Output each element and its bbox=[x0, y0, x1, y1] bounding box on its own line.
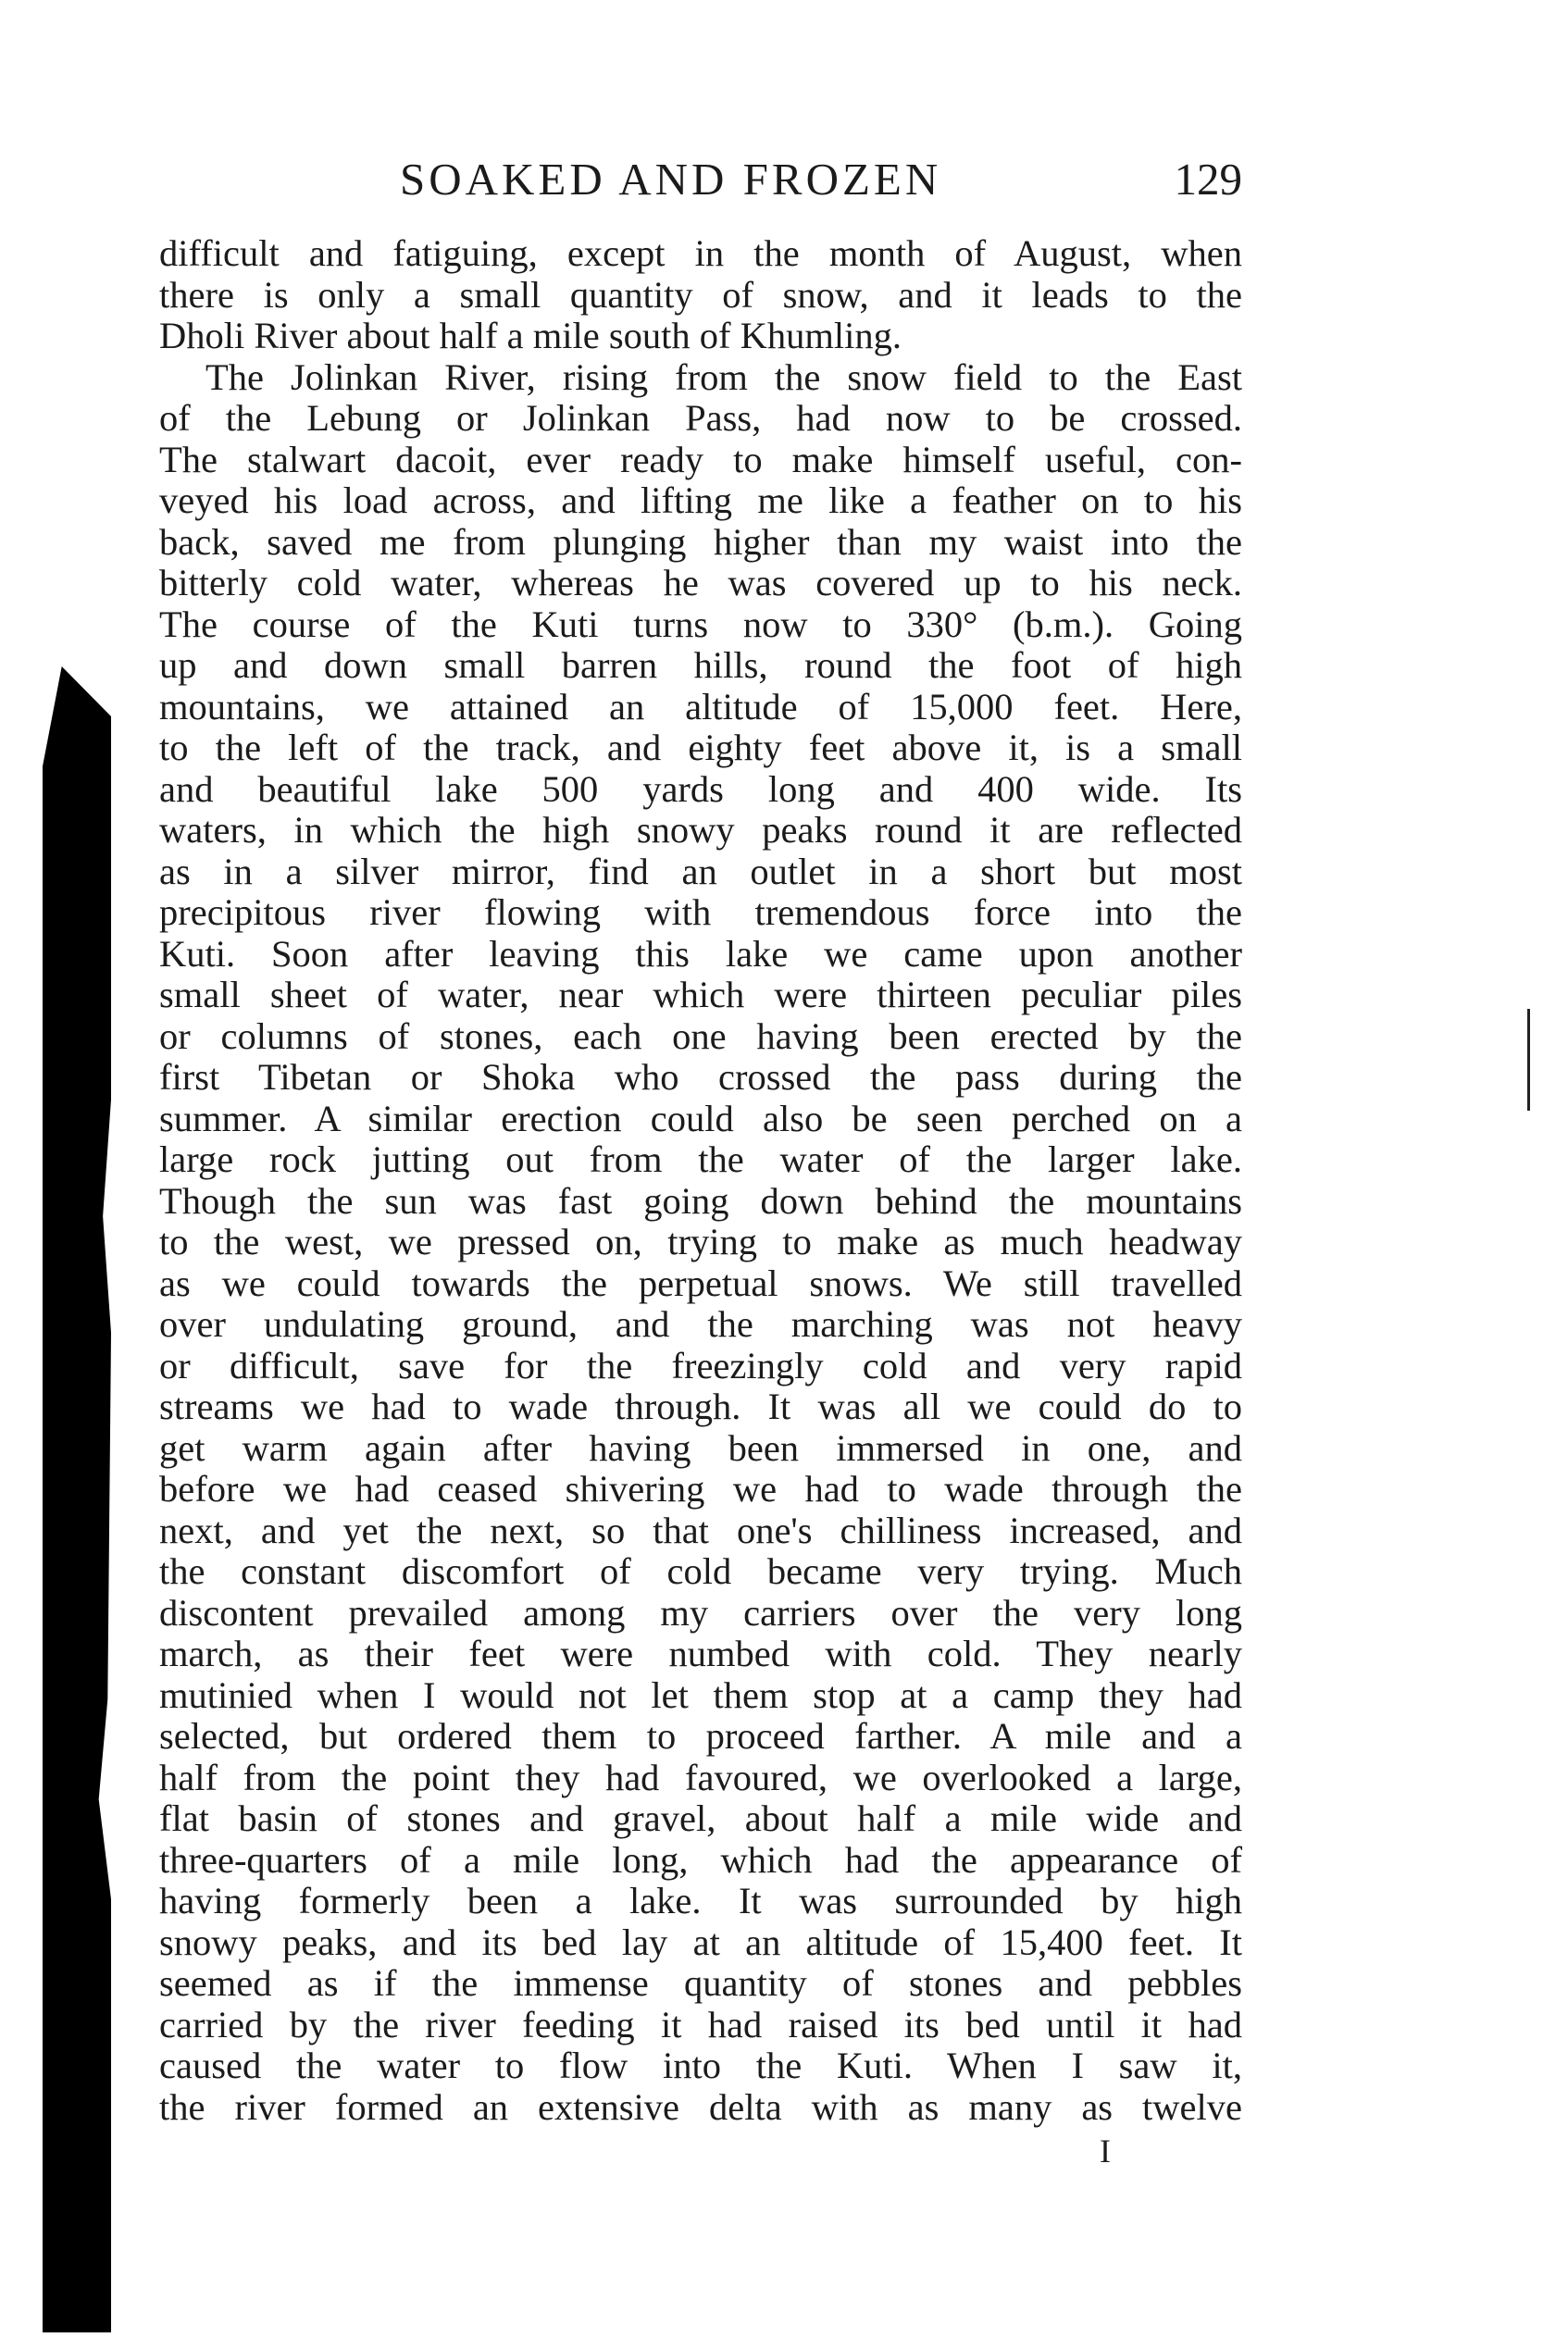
text-line: Kuti. Soon after leaving this lake we came upon another bbox=[159, 933, 1242, 975]
text-line: half from the point they had favoured, we overlooked a large, bbox=[159, 1757, 1242, 1798]
text-line: discontent prevailed among my carriers over the very long bbox=[159, 1592, 1242, 1634]
text-line: Dholi River about half a mile south of Khumling. bbox=[159, 316, 902, 356]
page-number: 129 bbox=[1174, 154, 1242, 205]
text-line: first Tibetan or Shoka who crossed the pass during the bbox=[159, 1057, 1242, 1098]
page-binding-shadow bbox=[43, 666, 111, 2332]
text-line: seemed as if the immense quantity of stones and pebbles bbox=[159, 1963, 1242, 2004]
text-line: of the Lebung or Jolinkan Pass, had now to be crossed. bbox=[159, 398, 1242, 439]
text-line: selected, but ordered them to proceed farther. A mile and a bbox=[159, 1716, 1242, 1757]
text-line: over undulating ground, and the marching was not heavy bbox=[159, 1304, 1242, 1345]
text-line: the constant discomfort of cold became very trying. Much bbox=[159, 1551, 1242, 1592]
text-line: to the left of the track, and eighty feet above it, is a small bbox=[159, 727, 1242, 768]
text-line: the river formed an extensive delta with as many as twelve bbox=[159, 2086, 1242, 2128]
text-line: difficult and fatiguing, except in the month of August, when bbox=[159, 233, 1242, 274]
text-line: waters, in which the high snowy peaks round it are reflected bbox=[159, 810, 1242, 851]
text-line: precipitous river flowing with tremendous force into the bbox=[159, 892, 1242, 933]
text-line: summer. A similar erection could also be seen perched on a bbox=[159, 1098, 1242, 1139]
text-line: Though the sun was fast going down behind the mountains bbox=[159, 1180, 1242, 1222]
text-line: before we had ceased shivering we had to wade through the bbox=[159, 1469, 1242, 1510]
text-line: three-quarters of a mile long, which had the appearance of bbox=[159, 1839, 1242, 1881]
text-line: and beautiful lake 500 yards long and 400 wide. Its bbox=[159, 768, 1242, 810]
signature-mark: I bbox=[1100, 2132, 1111, 2170]
text-line: mountains, we attained an altitude of 15,000 feet. Here, bbox=[159, 686, 1242, 727]
text-line: as in a silver mirror, find an outlet in a short but most bbox=[159, 851, 1242, 892]
text-line: as we could towards the perpetual snows. We still travelled bbox=[159, 1262, 1242, 1304]
page-edge-mark bbox=[1527, 1009, 1530, 1111]
text-line: mutinied when I would not let them stop at a camp they had bbox=[159, 1674, 1242, 1716]
text-line: back, saved me from plunging higher than my waist into the bbox=[159, 521, 1242, 563]
text-line: flat basin of stones and gravel, about half a mile wide and bbox=[159, 1798, 1242, 1839]
text-line: snowy peaks, and its bed lay at an altitude of 15,400 feet. It bbox=[159, 1921, 1242, 1963]
text-line: The Jolinkan River, rising from the snow field to the East bbox=[205, 356, 1242, 398]
text-line: large rock jutting out from the water of the larger lake. bbox=[159, 1139, 1242, 1180]
text-line: march, as their feet were numbed with cold. They nearly bbox=[159, 1634, 1242, 1674]
text-line: next, and yet the next, so that one's chilliness increased, and bbox=[159, 1510, 1242, 1551]
running-head bbox=[159, 153, 1242, 218]
body-text bbox=[159, 233, 1242, 2128]
text-line: or difficult, save for the freezingly cold and very rapid bbox=[159, 1345, 1242, 1386]
text-line: The stalwart dacoit, ever ready to make himself useful, con- bbox=[159, 439, 1242, 480]
text-line: carried by the river feeding it had raised its bed until it had bbox=[159, 2004, 1242, 2045]
text-line: small sheet of water, near which were thirteen peculiar piles bbox=[159, 975, 1242, 1015]
text-line: or columns of stones, each one having been erected by the bbox=[159, 1015, 1242, 1057]
text-line: there is only a small quantity of snow, and it leads to the bbox=[159, 274, 1242, 316]
text-line: up and down small barren hills, round the foot of high bbox=[159, 645, 1242, 686]
text-line: get warm again after having been immersed in one, and bbox=[159, 1427, 1242, 1469]
text-line: veyed his load across, and lifting me like a feather on to his bbox=[159, 480, 1242, 521]
text-line: The course of the Kuti turns now to 330° (b.m.). Going bbox=[159, 603, 1242, 645]
text-line: caused the water to flow into the Kuti. When I saw it, bbox=[159, 2045, 1242, 2086]
text-line: streams we had to wade through. It was all we could do to bbox=[159, 1386, 1242, 1427]
running-head-title: SOAKED AND FROZEN bbox=[400, 154, 942, 205]
text-line: having formerly been a lake. It was surrounded by high bbox=[159, 1881, 1242, 1921]
text-line: bitterly cold water, whereas he was covered up to his neck. bbox=[159, 563, 1242, 603]
text-line: to the west, we pressed on, trying to make as much headway bbox=[159, 1222, 1242, 1262]
